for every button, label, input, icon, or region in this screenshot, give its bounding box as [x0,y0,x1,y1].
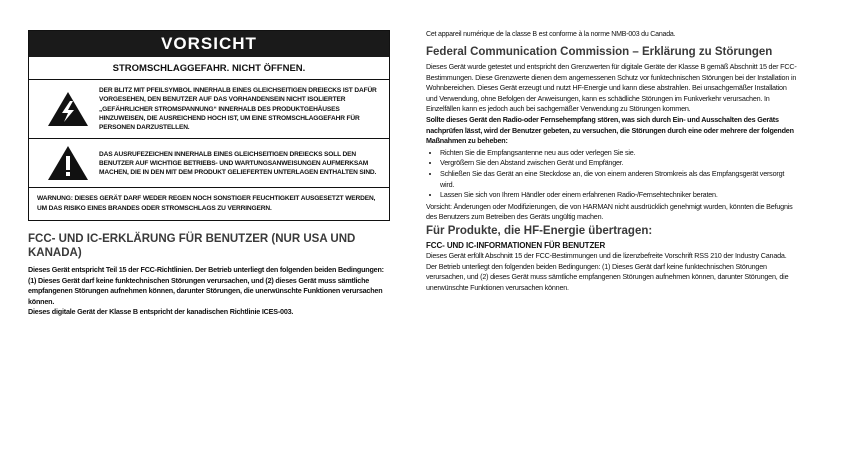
exclamation-warning-text: DAS AUSRUFEZEICHEN INNERHALB EINES GLEICHSEITIGEN DREIECKS SOLL DEN BENUTZER AUF WICHTIGE BETRIEBS- UND WARTUNGSANWEISUNGEN AUFMERKSAM MACHEN, DIE IN DEN MIT DEM PRODUKT GELIEFERTEN UNTERLAGEN ENTHALTEN SIND. [99,150,377,177]
right-column [426,30,798,293]
remedy-list [426,148,798,201]
rss210-paragraph: Dieses Gerät erfüllt Abschnitt 15 der FCC-Bestimmungen und die lizenzbefreite Vorschrift RSS 210 der Industry Canada. Der Betrieb unterliegt den folgenden beiden Bedingungen: (1) Dieses Gerät darf keine funktechnischen Störungen verursachen, und (2) dieses Gerät muss sämtliche empfangenen Störungen aufnehmen können, darunter Störungen, die unerwünschte Funktionen verursachen können. [426,250,789,292]
warning-subtitle: STROMSCHLAGGEFAHR. NICHT ÖFFNEN. [29,57,389,80]
lightning-triangle-icon [37,91,99,127]
warning-footer: WARNUNG: DIESES GERÄT DARF WEDER REGEN NOCH SONSTIGER FEUCHTIGKEIT AUSGESETZT WERDEN, UM DAS RISIKO EINES BRANDES ODER STROMSCHLAGS ZU VERRINGERN. [37,195,376,212]
warning-title: VORSICHT [29,31,389,57]
fcc-ic-paragraph: Dieses Gerät entspricht Teil 15 der FCC-Richtlinien. Der Betrieb unterliegt den folgenden beiden Bedingungen: (1) Dieses Gerät darf keine funktechnischen Störungen verursachen, und (2) dieses Gerät muss sämtliche empfangenen Störungen aufnehmen können, darunter Störungen, die unerwünschte Funktionen verursachen können. [28,265,384,306]
interference-remedy-intro: Sollte dieses Gerät den Radio-oder Fernsehempfang stören, was sich durch Ein- und Ausschalten des Geräts nachprüfen lässt, wird der Benutzer gebeten, zu versuchen, die Störungen durch eine oder mehrere der folgenden Maßnahmen zu beheben: [426,114,794,146]
list-item: • Lassen Sie sich von Ihrem Händler oder einem erfahrenen Radio-/Fernsehtechniker beraten. [440,190,798,201]
warning-box [28,30,390,221]
exclamation-triangle-icon [37,145,99,181]
caution-paragraph: Vorsicht: Änderungen oder Modifizierungen, die von HARMAN nicht ausdrücklich genehmigt wurden, könnten die Befugnis des Benutzers zum Betreiben des Geräts ungültig machen. [426,201,793,222]
fcc-interference-paragraph: Dieses Gerät wurde getestet und entspricht den Grenzwerten für digitale Geräte der Klasse B gemäß Abschnitt 15 der FCC-Bestimmungen. Diese Grenzwerte dienen dem angemessenen Schutz vor funktechnischen Störungen bei der Installation in Wohnbereichen. Dieses Gerät erzeugt und nutzt HF-Energie und kann diese abstrahlen. Bei unsachgemäßer Installation und Verwendung, ohne Befolgen der Anweisungen, kann es schädliche Störungen im Funkverkehr verursachen. In Einzelfällen kann es jedoch auch bei sachgemäßer Verwendung zu Störungen kommen. [426,62,797,114]
fcc-ic-info-subheading: FCC- UND IC-INFORMATIONEN FÜR BENUTZER [426,240,606,250]
canada-compliance-line: Cet appareil numérique de la classe B est conforme à la norme NMB-003 du Canada. [426,31,676,38]
list-item: • Vergrößern Sie den Abstand zwischen Gerät und Empfänger. [440,158,798,169]
rf-products-heading: Für Produkte, die HF-Energie übertragen: [426,224,653,237]
exclamation-warning-row [29,139,389,188]
list-item: • Richten Sie die Empfangsantenne neu aus oder verlegen Sie sie. [440,148,798,159]
lightning-warning-row [29,80,389,139]
fcc-interference-heading: Federal Communication Commission – Erklärung zu Störungen [426,46,773,58]
ices-paragraph: Dieses digitale Gerät der Klasse B entspricht der kanadischen Richtlinie ICES-003. [28,307,294,317]
list-item: • Schließen Sie das Gerät an eine Steckdose an, die von einem anderen Stromkreis als das Empfangsgerät versorgt wird. [440,169,798,190]
left-column [28,30,390,318]
lightning-warning-text: DER BLITZ MIT PFEILSYMBOL INNERHALB EINES GLEICHSEITIGEN DREIECKS IST DAFÜR VORGESEHEN, DEN BENUTZER AUF DAS VORHANDENSEIN NICHT ISOLIERTER „GEFÄHRLICHER STROMSPANNUNG“ INNERHALB DES PRODUKTGEHÄUSES HINZUWEISEN, DIE AUSREICHEND HOCH IST, UM EINE STROMSCHLAGGEFAHR FÜR PERSONEN DARZUSTELLEN. [99,87,377,132]
fcc-ic-heading: FCC- UND IC-ERKLÄRUNG FÜR BENUTZER (NUR USA UND KANADA) [28,233,356,259]
